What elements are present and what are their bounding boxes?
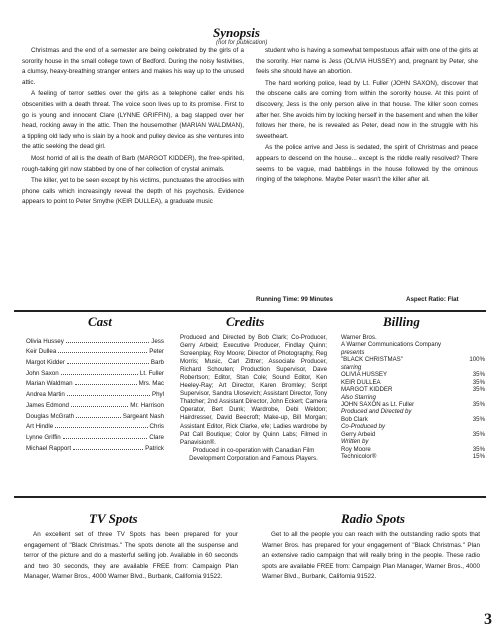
billing-text: Written by <box>341 438 369 446</box>
billing-percent: 35% <box>472 378 485 386</box>
billing-text: A Warner Communications Company <box>341 341 442 349</box>
billing-text: OLIVIA HUSSEY <box>341 371 388 379</box>
synopsis-right-column <box>256 46 478 187</box>
cast-actor: Douglas McGrath <box>26 412 75 420</box>
billing-text: MARGOT KIDDER <box>341 386 393 394</box>
billing-row <box>341 379 485 386</box>
cast-role: Sargeant Nash <box>122 412 164 420</box>
billing-row <box>341 416 485 423</box>
cast-list <box>26 334 164 452</box>
billing-percent: 35% <box>472 430 485 438</box>
billing-row <box>341 401 485 408</box>
credits-text: Produced and Directed by Bob Clark; Co-Producer, Gerry Arbeid; Executive Producer, Findlay Quinn; Screenplay, Roy Moore; Director of Photography, Reg Morris; Music, Carl Zittrer; Associate Producer, Richard Schouten; Production Supervisor, Dave Robertson; Editor, Stan Cole; Sound Editor, Ken Heeley-Ray; Art Director, Karen Bromley; Script Supervisor, Sandra Ulosevich; Assistant Director, Tony Thatcher; 2nd Assistant Director, John Eckert; Camera Operator, Bert Dunk; Wardrobe, Debi Weldon; Hairdresser, David Beecroft; Make-up, Bill Morgan; Assistant Editor, Rick Clarke, efe; Ladies wardrobe by Pat Call Boutique; Color by Quinn Labs; Filmed in Panavision®. <box>180 334 327 446</box>
credits-divider <box>14 496 486 498</box>
page-number: 3 <box>484 611 492 628</box>
dot-leader <box>55 427 147 428</box>
billing-text: Gerry Arbeid <box>341 430 376 438</box>
tv-spots-text: An excellent set of three TV Spots has been prepared for your engagement of "Black Christmas." The spots denote all the suspense and terror of the picture and do a masterful selling job. Available in 60 seconds and two 30 seconds, they are available FREE from: Campaign Plan Manager, Warner Bros., 4000 Warner Blvd., Burbank, California 91522. <box>24 531 238 581</box>
cast-row <box>26 398 164 409</box>
billing-row <box>341 356 485 363</box>
cast-actor: James Edmond <box>26 401 69 409</box>
cast-row <box>26 355 164 366</box>
synopsis-subtitle: (not for publication) <box>216 40 268 46</box>
billing-percent: 35% <box>472 371 485 379</box>
synopsis-paragraph: Most horrid of all is the death of Barb (MARGOT KIDDER), the free-spirited, rough-talking girl now stabbed by one of her collection of crystal animals. <box>22 154 244 173</box>
dot-leader <box>61 374 138 375</box>
cast-row <box>26 334 164 345</box>
billing-row <box>341 341 485 348</box>
cast-row <box>26 409 164 420</box>
billing-percent: 100% <box>469 356 485 364</box>
cast-actor: Keir Dullea <box>26 348 57 356</box>
billing-row <box>341 423 485 430</box>
dot-leader <box>71 406 128 407</box>
billing-text: Also Starring <box>341 393 376 401</box>
billing-text: Produced and Directed by <box>341 408 412 416</box>
cast-actor: Andrea Martin <box>26 391 65 399</box>
tv-spots-heading: TV Spots <box>89 511 138 526</box>
billing-row <box>341 431 485 438</box>
billing-text: presents <box>341 348 365 356</box>
radio-spots-heading: Radio Spots <box>341 511 405 526</box>
billing-text: JOHN SAXON as Lt. Fuller <box>341 400 415 408</box>
synopsis-left-column <box>22 46 244 209</box>
billing-row <box>341 438 485 445</box>
radio-spots-text: Get to all the people you can reach with the outstanding radio spots that Warner Bros. has prepared for your engagement of "Black Christmas." Plan an extensive radio campaign that will really bring in the people. These radio spots are available FREE from: Campaign Plan Manager, Warner Bros., 4000 Warner Blvd., Burbank, California 91522. <box>262 531 480 581</box>
billing-percent: 35% <box>472 386 485 394</box>
billing-percent: 35% <box>472 415 485 423</box>
billing-row <box>341 453 485 460</box>
synopsis-paragraph: A feeling of terror settles over the girls as a telephone caller ends his obscenities with a death threat. The voice soon lives up to its promise. First to go is young and innocent Clare (LYNNE GRIFFIN), a bag slapped over her head, rocking away in the attic. Then the housemother (MARIAN WALDMAN), a tippling old lady who is slain by a hook and pulley device as she ventures into the attic seeking the dead girl. <box>22 90 244 151</box>
cast-heading: Cast <box>88 314 112 329</box>
billing-text: Technicolor® <box>341 453 377 460</box>
cast-row <box>26 430 164 441</box>
billing-row <box>341 349 485 356</box>
cast-row <box>26 441 164 452</box>
dot-leader <box>58 352 147 353</box>
billing-text: "BLACK CHRISTMAS" <box>341 356 403 364</box>
billing-row <box>341 334 485 341</box>
billing-text: KEIR DULLEA <box>341 378 381 386</box>
billing-list <box>341 334 485 460</box>
dot-leader <box>76 417 121 418</box>
dot-leader <box>67 395 150 396</box>
billing-row <box>341 394 485 401</box>
billing-percent: 15% <box>472 453 485 460</box>
dot-leader <box>67 363 149 364</box>
aspect-ratio: Aspect Ratio: Flat <box>406 296 459 303</box>
billing-text: Bob Clark <box>341 415 368 423</box>
synopsis-heading: Synopsis <box>213 25 260 40</box>
billing-row <box>341 446 485 453</box>
cast-row <box>26 387 164 398</box>
billing-row <box>341 408 485 415</box>
running-time: Running Time: 99 Minutes <box>256 296 333 303</box>
billing-text: Roy Moore <box>341 445 371 453</box>
credits-coproduction: Produced in co-operation with Canadian Film Development Corporation and Famous Players. <box>189 446 318 462</box>
synopsis-divider <box>14 310 486 312</box>
cast-role: Chris <box>149 423 164 431</box>
dot-leader <box>63 438 147 439</box>
cast-actor: Michael Rapport <box>26 444 72 452</box>
cast-role: Barb <box>150 359 164 367</box>
billing-text: Warner Bros. <box>341 334 377 341</box>
cast-role: Patrick <box>145 444 164 452</box>
billing-heading: Billing <box>383 314 420 329</box>
cast-role: Peter <box>149 348 164 356</box>
billing-row <box>341 371 485 378</box>
billing-text: Co-Produced by <box>341 423 386 431</box>
cast-role: Mr. Harrison <box>130 401 164 409</box>
billing-row <box>341 364 485 371</box>
billing-row <box>341 386 485 393</box>
cast-row <box>26 345 164 356</box>
cast-role: Mrs. Mac <box>138 380 164 388</box>
synopsis-paragraph: The killer, yet to be seen except by his victims, punctuates the atrocities with phone calls which increasingly reveal the depth of his psychosis. Evidence appears to point to Peter Smythe (KEIR DULLEA), a graduate music <box>22 177 244 206</box>
cast-role: Jess <box>151 337 164 345</box>
credits-heading: Credits <box>226 314 265 329</box>
dot-leader <box>75 384 137 385</box>
cast-role: Lt. Fuller <box>139 369 164 377</box>
billing-text: starring <box>341 363 362 371</box>
cast-actor: Margot Kidder <box>26 359 65 367</box>
cast-row <box>26 420 164 431</box>
cast-actor: Art Hindle <box>26 423 54 431</box>
synopsis-paragraph: student who is having a somewhat tempestuous affair with one of the girls at the sorority. Her name is Jess (OLIVIA HUSSEY) and, pregnant by Peter, she feels she should have an abortion. <box>256 47 478 76</box>
cast-actor: Marian Waldman <box>26 380 73 388</box>
synopsis-paragraph: Christmas and the end of a semester are being celebrated by the girls of a sorority house in the small college town of Bedford. During the noisy festivities, a clumsy, heavy-breathing stranger enters and makes his way up to the unused attic. <box>22 47 244 86</box>
billing-percent: 35% <box>472 445 485 453</box>
credits-block <box>180 334 327 463</box>
cast-row <box>26 366 164 377</box>
cast-actor: Olivia Hussey <box>26 337 64 345</box>
cast-role: Clare <box>149 433 164 441</box>
dot-leader <box>66 342 149 343</box>
cast-role: Phyl <box>151 391 164 399</box>
synopsis-paragraph: As the police arrive and Jess is sedated, the spirit of Christmas and peace appears to descend on the house... except is the riddle really resolved? There seems to be vague, mad babblings in the house followed by the ominous ringing of the telephone. Maybe Peter wasn't the killer after all. <box>256 144 478 184</box>
cast-actor: John Saxon <box>26 369 59 377</box>
synopsis-paragraph: The hard working police, lead by Lt. Fuller (JOHN SAXON), discover that the obscene calls are coming from within the sorority house. At this point of discovery, Jess is the only person alive in that house. The killer soon comes after her. She avoids him by locking herself in the basement and when the killer follows her there, he is revealed as Peter, dead now in the struggle with his sweetheart. <box>256 79 478 140</box>
billing-percent: 35% <box>472 400 485 408</box>
dot-leader <box>73 449 143 450</box>
cast-actor: Lynne Griffin <box>26 433 61 441</box>
cast-row <box>26 377 164 388</box>
